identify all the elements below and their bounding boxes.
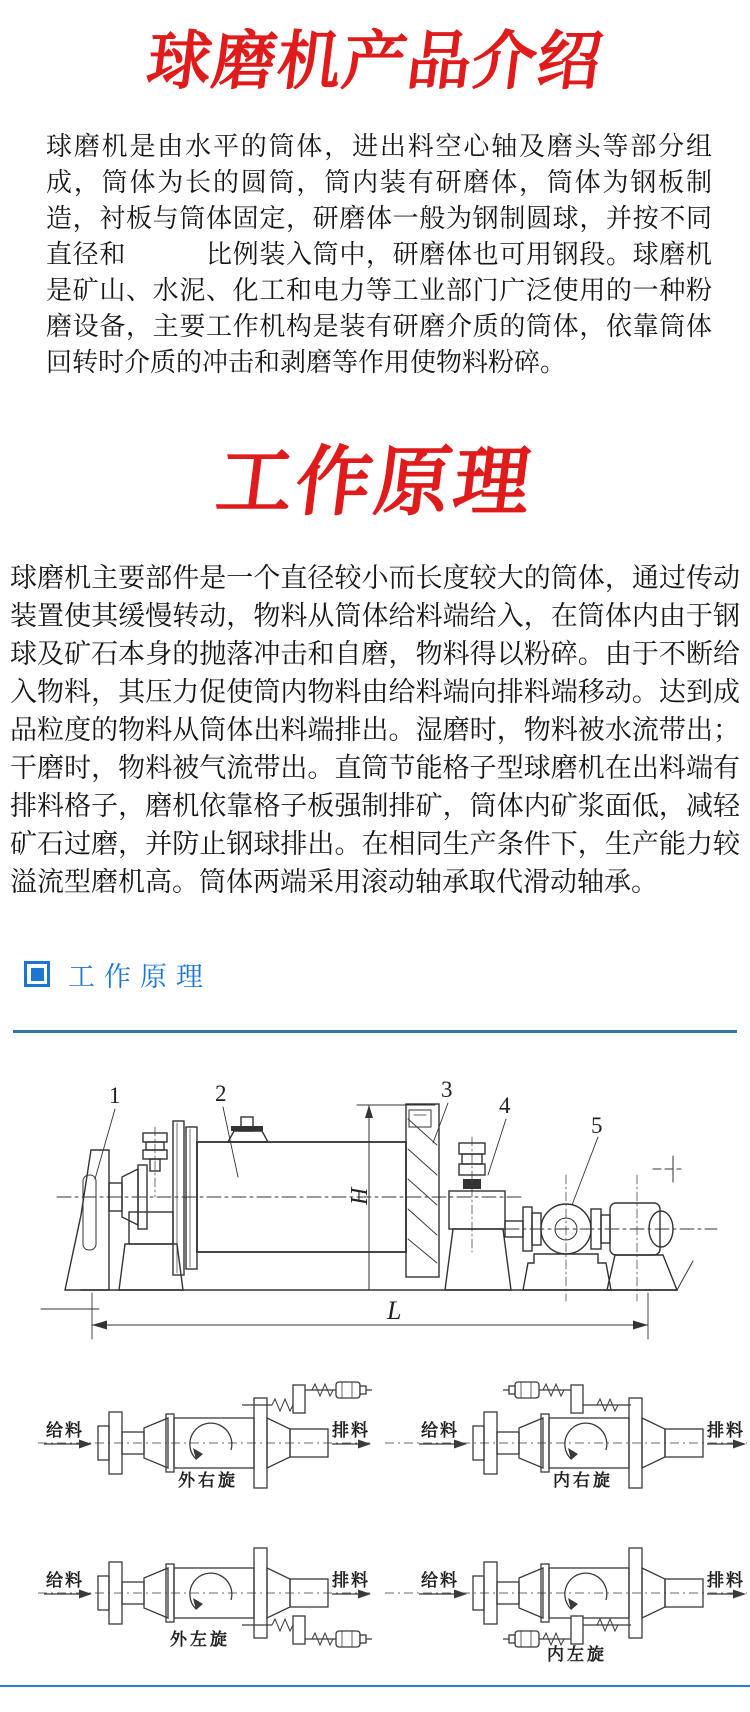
- main-diagram-container: [25, 1047, 750, 1372]
- mini-diagrams-row-1: [0, 1372, 750, 1522]
- discharge-label: 排料: [707, 1420, 745, 1440]
- mini-diagram-outer-left: [0, 1522, 375, 1677]
- left-pedestal: [65, 1150, 109, 1290]
- drive-spring: [272, 1619, 293, 1631]
- part-label-4: 4: [499, 1092, 511, 1118]
- part-label-1: 1: [109, 1082, 121, 1108]
- section-title: 工作原理: [68, 961, 212, 992]
- flange-top-clamp: [409, 1110, 431, 1127]
- feed-label: 给料: [46, 1420, 84, 1440]
- section-header: [24, 955, 750, 994]
- principle-paragraph: 球磨机主要部件是一个直径较小而长度较大的筒体，通过传动装置使其缓慢转动，物料从筒体给料端给入，在筒体内由于钢球及矿石本身的抛落冲击和自磨，物料得以粉碎。由于不断给入物料，其压力促使筒内物料由给料端向排料端移动。达到成品粒度的物料从筒体出料端排出。湿磨时，物料被水流带出；干磨时，物料被气流带出。直筒节能格子型球磨机在出料端有排料格子，磨机依靠格子板强制排矿，筒体内矿浆面低，减轻矿石过磨，并防止钢球排出。在相同生产条件下，生产能力较溢流型磨机高。筒体两端采用滚动轴承取代滑动轴承。: [10, 562, 740, 897]
- rotation-type-label: 外右旋: [178, 1470, 238, 1490]
- dim-label-l: L: [387, 1295, 402, 1325]
- leader-5: [572, 1137, 598, 1205]
- rotation-type-label: 内右旋: [553, 1470, 613, 1490]
- mini-diagrams-row-2: [0, 1522, 750, 1677]
- mini-diagram-outer-right: [0, 1372, 375, 1522]
- drive-motor-tail: [360, 1386, 366, 1394]
- drive-motor: [515, 1382, 539, 1398]
- section-marker-icon: [24, 961, 50, 987]
- feed-arrowhead: [79, 1439, 92, 1448]
- l-dim-arrow-right: [633, 1320, 648, 1329]
- part-label-2: 2: [215, 1080, 227, 1106]
- dim-label-h: H: [347, 1187, 373, 1205]
- manhole: [228, 1131, 268, 1142]
- mini-diagram-inner-right: [375, 1372, 750, 1522]
- drive-motor: [336, 1631, 360, 1647]
- discharge-arrowhead: [733, 1439, 746, 1448]
- feed-label: 给料: [421, 1570, 459, 1590]
- section-marker-icon-fill: [31, 968, 44, 981]
- discharge-arrowhead: [358, 1439, 371, 1448]
- drive-motor: [336, 1382, 360, 1398]
- rotation-type-label: 内左旋: [547, 1644, 607, 1664]
- drive-idler: [571, 1385, 583, 1413]
- drive-motor: [515, 1631, 539, 1647]
- mini-diagram-inner-left: [375, 1522, 750, 1677]
- ground-end-slant: [677, 1261, 693, 1290]
- flange-hatching: [408, 1119, 437, 1263]
- reducer-pedestal: [523, 1254, 611, 1290]
- leader-1: [95, 1109, 115, 1179]
- discharge-arrowhead: [358, 1589, 371, 1598]
- discharge-bearing-pedestal: [445, 1229, 511, 1290]
- drive-motor-tail: [509, 1635, 515, 1643]
- rotation-type-label: 外左旋: [170, 1629, 230, 1649]
- ball-mill-assembly-diagram: [25, 1047, 725, 1367]
- leader-4: [488, 1119, 506, 1175]
- intro-paragraph: 球磨机是由水平的筒体，进出料空心轴及磨头等部分组成，筒体为长的圆筒，筒内装有研磨体，筒体为钢板制造，衬板与筒体固定，研磨体一般为钢制圆球，并按不同直径和 比例装入筒中，研磨体也可用钢段。球磨机是矿山、水泥、化工和电力等工业部门广泛使用的一种粉磨设备，主要工作机构是装有研磨介质的筒体，依靠筒体回转时介质的冲击和剥磨等作用使物料粉碎。: [46, 130, 712, 377]
- feed-label: 给料: [421, 1420, 459, 1440]
- feed-arrowhead: [79, 1589, 92, 1598]
- product-page: [0, 26, 750, 1712]
- drive-idler: [571, 1616, 583, 1644]
- motor-pedestal: [607, 1255, 677, 1290]
- drive-idler: [293, 1616, 305, 1644]
- discharge-arrowhead: [733, 1589, 746, 1598]
- feed-end-flange: [186, 1127, 197, 1269]
- feed-arrowhead: [454, 1589, 467, 1598]
- discharge-label: 排料: [332, 1420, 370, 1440]
- principle-title: 工作原理: [211, 439, 539, 525]
- drive-spring: [272, 1399, 293, 1411]
- drive-motor-tail: [360, 1635, 366, 1643]
- feed-arrowhead: [454, 1439, 467, 1448]
- drive-motor-tail: [509, 1386, 515, 1394]
- discharge-label: 排料: [332, 1570, 370, 1590]
- page-title: 球磨机产品介绍: [143, 25, 608, 97]
- feed-bearing-housing: [129, 1212, 173, 1244]
- leader-3: [433, 1103, 448, 1143]
- h-dim-arrow: [365, 1105, 373, 1118]
- part-label-3: 3: [441, 1076, 453, 1102]
- manhole-bar: [231, 1126, 263, 1131]
- part-label-5: 5: [591, 1112, 603, 1138]
- drive-idler: [293, 1385, 305, 1413]
- section-divider-line: [13, 1030, 737, 1033]
- feed-label: 给料: [46, 1570, 84, 1590]
- l-dim-arrow-left: [92, 1320, 107, 1329]
- discharge-label: 排料: [707, 1570, 745, 1590]
